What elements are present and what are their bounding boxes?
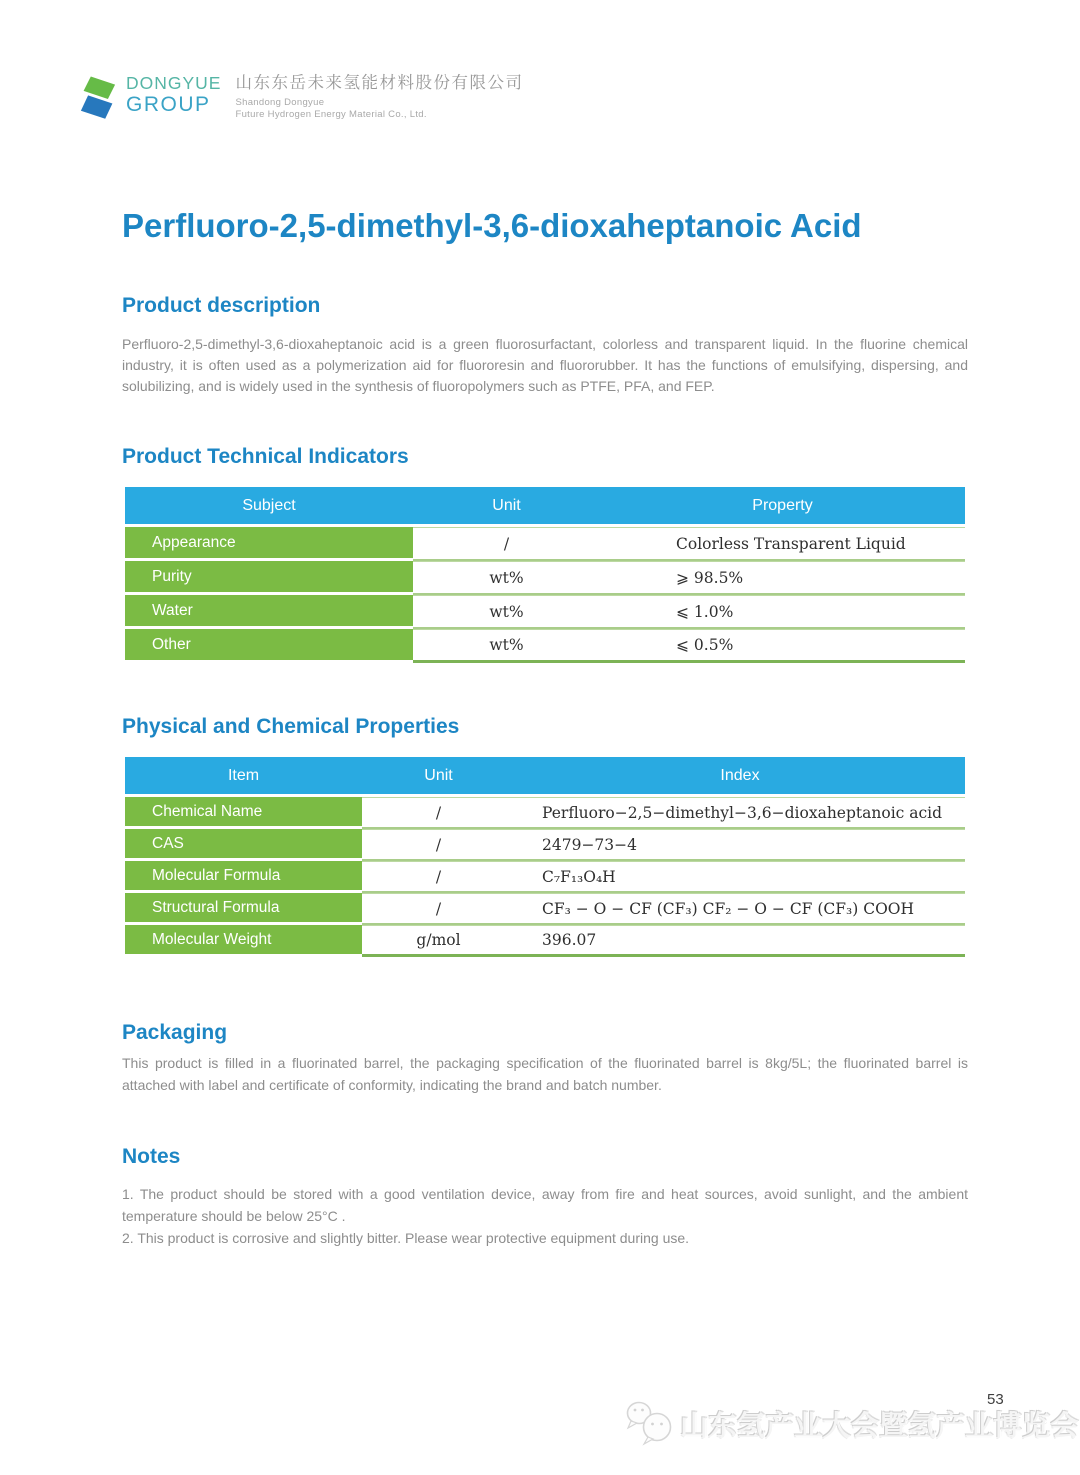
column-header-subject: Subject: [242, 496, 296, 514]
company-header: [80, 70, 523, 124]
row-value: 2479−73−4: [542, 835, 638, 854]
note-item-1: 1. The product should be stored with a good ventilation device, away from fire and heat sources, avoid sunlight, and the ambient temperature should be below 25°C .: [122, 1186, 968, 1224]
column-header-item: Item: [227, 766, 260, 784]
company-name-chinese: 山东东岳未来氢能材料股份有限公司: [235, 74, 524, 92]
company-names: [235, 73, 523, 120]
row-label: Molecular Formula: [125, 861, 362, 890]
company-name-english-2: Future Hydrogen Energy Material Co., Ltd.: [235, 108, 427, 120]
row-unit: g/mol: [416, 931, 461, 949]
row-label: Molecular Weight: [125, 925, 362, 954]
page-number: 53: [987, 1391, 1004, 1408]
table-row: [125, 527, 965, 561]
row-value: ⩽ 1.0%: [676, 602, 734, 621]
dongyue-logo-icon: [80, 74, 116, 124]
row-unit: wt%: [489, 636, 524, 654]
row-unit: /: [435, 867, 442, 886]
section-heading-notes: Notes: [122, 1145, 181, 1168]
table-row: [125, 861, 965, 893]
table-header-row: [125, 487, 965, 524]
row-value: ⩾ 98.5%: [676, 568, 744, 587]
table-row: [125, 893, 965, 925]
section-heading-technical-indicators: Product Technical Indicators: [122, 445, 409, 468]
table-header-row: [125, 757, 965, 794]
column-header-property: Property: [752, 496, 813, 514]
brand-name-top: DONGYUE: [126, 73, 222, 93]
event-watermark: [624, 1399, 1079, 1449]
row-unit: /: [435, 803, 442, 822]
section-heading-physical-chemical: Physical and Chemical Properties: [122, 715, 460, 738]
page-title: Perfluoro-2,5-dimethyl-3,6-dioxaheptanoic Acid: [122, 207, 862, 244]
row-value: Colorless Transparent Liquid: [676, 534, 906, 553]
watermark-text: 山东氢产业大会暨氢产业博览会: [680, 1410, 1080, 1441]
row-label: Other: [125, 629, 413, 660]
column-header-index: Index: [720, 766, 760, 784]
column-header-unit: Unit: [424, 766, 453, 784]
row-value: 396.07: [542, 931, 597, 949]
packaging-body: This product is filled in a fluorinated barrel, the packaging specification of the fluorinated barrel is 8kg/5L; the fluorinated barrel is attached with label and certificate of conformity, indicating the brand and batch number.: [122, 1055, 968, 1093]
row-unit: wt%: [489, 602, 524, 621]
row-value: C₇F₁₃O₄H: [542, 867, 616, 886]
row-label: Structural Formula: [125, 893, 362, 922]
row-unit: /: [435, 899, 442, 918]
section-heading-packaging: Packaging: [122, 1021, 228, 1044]
row-unit: wt%: [489, 568, 524, 587]
table-row: [125, 925, 965, 957]
technical-indicators-table: [125, 487, 965, 663]
table-row: [125, 561, 965, 595]
wechat-icon: [624, 1399, 676, 1449]
table-row: [125, 629, 965, 663]
table-row: [125, 595, 965, 629]
row-value: Perfluoro−2,5−dimethyl−3,6−dioxaheptanoic acid: [542, 803, 943, 822]
row-unit: /: [503, 534, 510, 553]
note-item-2: 2. This product is corrosive and slightly bitter. Please wear protective equipment during use.: [122, 1230, 690, 1246]
table-row: [125, 829, 965, 861]
row-label: Chemical Name: [125, 797, 362, 826]
row-label: Appearance: [125, 527, 413, 558]
brand-name-bottom: GROUP: [126, 93, 211, 116]
row-value: ⩽ 0.5%: [676, 636, 734, 654]
row-label: Purity: [125, 561, 413, 592]
brand-wordmark: [126, 74, 221, 116]
company-name-english-1: Shandong Dongyue: [235, 97, 325, 108]
table-row: [125, 797, 965, 829]
physical-properties-table: [125, 757, 965, 957]
description-body: Perfluoro-2,5-dimethyl-3,6-dioxaheptanoic acid is a green fluorosurfactant, colorless and transparent liquid. In the fluorine chemical industry, it is often used as a polymerization aid for fluororesin and fluororubber. It has the functions of emulsifying, dispersing, and solubilizing, and is widely used in the synthesis of fluoropolymers such as PTFE, PFA, and FEP.: [122, 336, 968, 394]
row-unit: /: [435, 835, 442, 854]
row-value: CF₃ − O − CF (CF₃) CF₂ − O − CF (CF₃) COOH: [542, 899, 915, 918]
row-label: CAS: [125, 829, 362, 858]
row-label: Water: [125, 595, 413, 626]
notes-body: [122, 1183, 968, 1249]
column-header-unit: Unit: [492, 496, 521, 514]
section-heading-description: Product description: [122, 294, 321, 317]
